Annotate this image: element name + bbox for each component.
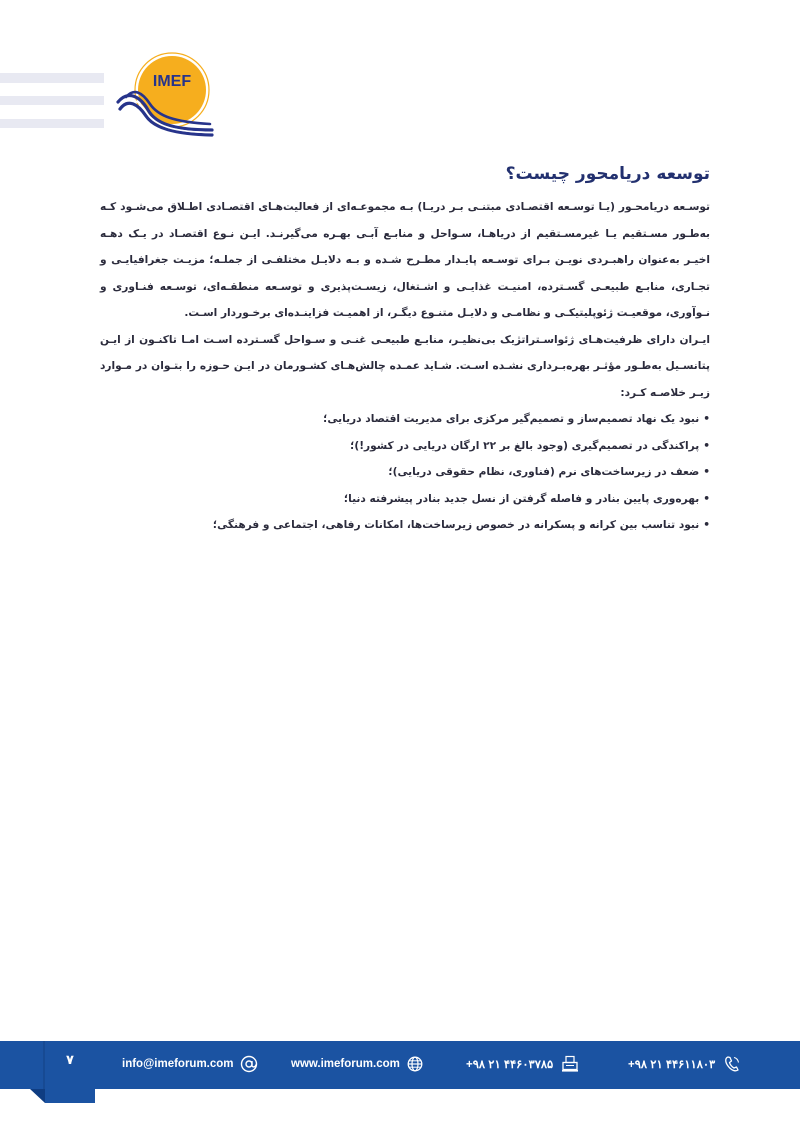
list-item	[100, 459, 710, 486]
fax-text[interactable]: +۹۸ ۲۱ ۴۴۶۰۳۷۸۵	[466, 1059, 554, 1071]
fax-icon	[561, 1055, 579, 1073]
decoration-line	[0, 96, 104, 105]
imef-logo	[114, 50, 214, 140]
logo-text: IMEF	[152, 73, 192, 90]
challenges-list	[100, 406, 710, 539]
email-text[interactable]: info@imeforum.com	[122, 1058, 234, 1070]
bullet-icon: •	[703, 439, 710, 452]
bullet-icon: •	[703, 413, 710, 425]
page-number-tab	[45, 1041, 95, 1103]
paragraph-challenges: ایـران دارای ظرفیت‌هـای ژئواسـتراتژیک بی‌نظیـر، منابـع طبیعـی غنـی و سـواحل گسـترده اسـت امـا تاکنـون از ایـن پتانسـیل به‌طـور مؤثـر بهره‌بـرداری نشـده اسـت. شـاید عمـده چالش‌هـای کشـورمان در ایـن حـوزه را بتـوان در مـوارد زیـر خلاصـه کـرد:	[100, 333, 710, 399]
phone-icon	[723, 1055, 741, 1073]
footer-fold	[30, 1089, 45, 1103]
paragraph-intro: توسـعه دریامحـور (یـا توسـعه اقتصـادی مبتنـی بـر دریـا) بـه مجموعـه‌ای از فعالیت‌هـای اقتصـادی اطـلاق می‌شـود کـه به‌طـور مسـتقیم یـا غیرمسـتقیم از دریاهـا، سـواحل و منابـع آبـی بهـره می‌گیرنـد. ایـن نـوع اقتصـاد در یـک دهـه اخیـر به‌عنوان راهبـردی نویـن بـرای توسـعه پایـدار مطـرح شـده و بـه دلایـل مختلفـی از جملـه؛ مزیـت جغرافیایـی و تجـاری، منابـع طبیعـی گسـترده، امنیـت غذایـی و اشـتغال، زیسـت‌پذیری و توسـعه منطقـه‌ای، توسـعه فنـاوری و نـوآوری، موقعیـت ژئوپلیتیکـی و نظامـی و دلایـل متنـوع دیگـر، از اهمیـت فزاینـده‌ای برخـوردار اسـت.	[100, 201, 710, 319]
list-item-text: نبود تناسب بین کرانه و پسکرانه در خصوص زیرساخت‌ها، امکانات رفاهی، اجتماعی و فرهنگی؛	[212, 519, 700, 531]
list-item-text: بهره‌وری پایین بنادر و فاصله گرفتن از نسل جدید بنادر پیشرفته دنیا؛	[343, 492, 700, 505]
bullet-icon: •	[703, 466, 710, 478]
list-item-text: پراکندگی در تصمیم‌گیری (وجود بالغ بر ۲۲ ارگان دریایی در کشور!)؛	[350, 439, 700, 452]
footer-website[interactable]	[291, 1053, 424, 1075]
footer-phone[interactable]	[628, 1053, 741, 1075]
globe-icon	[406, 1055, 424, 1073]
list-item	[100, 486, 710, 513]
bullet-icon: •	[703, 492, 710, 505]
bullet-icon: •	[703, 519, 710, 531]
list-item	[100, 512, 710, 539]
article	[100, 160, 710, 539]
footer-email[interactable]	[122, 1053, 258, 1075]
at-icon	[240, 1055, 258, 1073]
list-item	[100, 433, 710, 460]
website-text[interactable]: www.imeforum.com	[291, 1058, 400, 1070]
header-decoration-lines	[0, 73, 104, 142]
list-item	[100, 406, 710, 433]
footer-fax[interactable]	[466, 1053, 579, 1075]
article-title: توسعه دریامحور چیست؟	[505, 164, 710, 184]
list-item-text: نبود یک نهاد تصمیم‌ساز و تصمیم‌گیر مرکزی برای مدیریت اقتصاد دریایی؛	[323, 413, 700, 425]
phone-text[interactable]: +۹۸ ۲۱ ۴۴۶۱۱۸۰۳	[628, 1059, 716, 1071]
decoration-line	[0, 119, 104, 128]
list-item-text: ضعف در زیرساخت‌های نرم (فناوری، نظام حقوقی دریایی)؛	[388, 466, 700, 478]
decoration-line	[0, 73, 104, 83]
page-number: ۷	[66, 1053, 74, 1068]
